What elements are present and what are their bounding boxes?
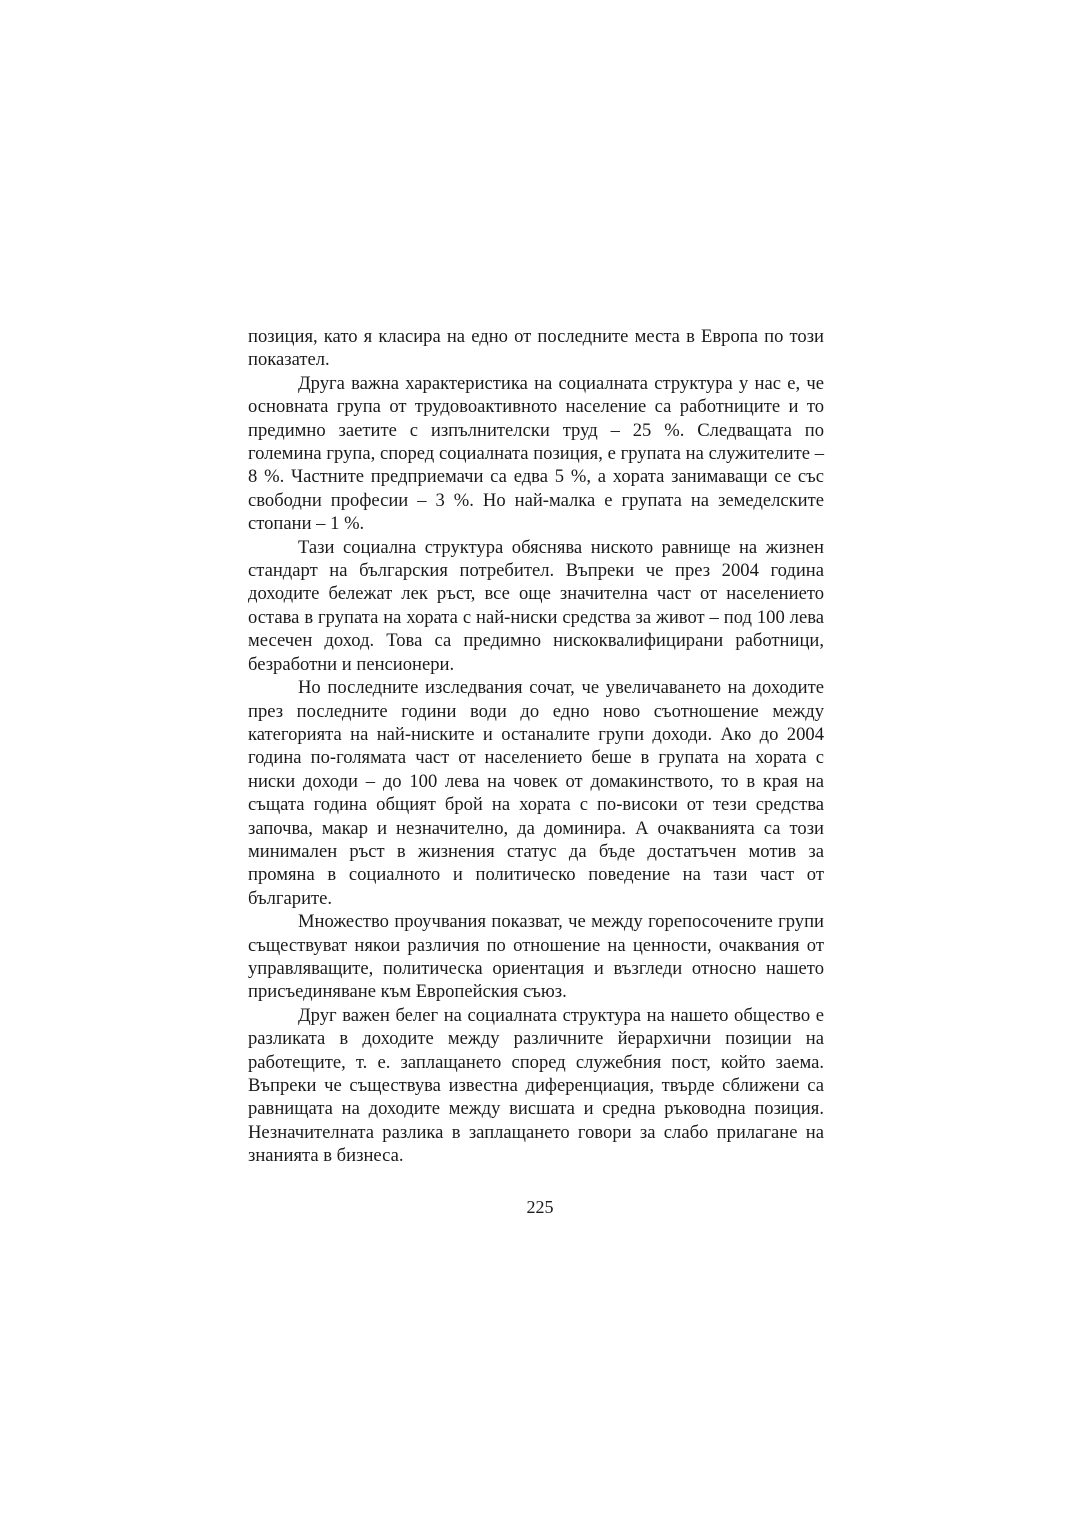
paragraph: Но последните изследвания сочат, че увеличаването на доходите през последните години води до едно ново съотношение между категорията на най-ниските и останалите групи доходи. Ако до 2004 година по-голямата част от населението беше в групата на хората с ниски доходи – до 100 лева на човек от домакинството, то в края на същата година общият брой на хората с по-високи от тези средства започва, макар и незначително, да доминира. А очакванията са този минимален ръст в жизнения статус да бъде достатъчен мотив за промяна в социалното и политическо поведение на тази част от българите. [248, 677, 824, 909]
paragraph: Множество проучвания показват, че между горепосочените групи съществуват някои различия по отношение на ценности, очаквания от управляващите, политическа ориентация и възгледи относно нашето присъединяване към Европейския съюз. [248, 911, 824, 1003]
page-number: 225 [526, 1197, 554, 1217]
paragraph: Друг важен белег на социалната структура на нашето общество е разликата в доходите между различните йерархични позиции на работещите, т. е. заплащането според служебния пост, който заема. Въпреки че съществува известна диференциация, твърде сближени са равнищата на доходите между висшата и средна ръководна позиция. Незначителната разлика в заплащането говори за слабо прилагане на знанията в бизнеса. [248, 1004, 824, 1167]
paragraph-continuation: позиция, като я класира на едно от последните места в Европа по този показател. [248, 326, 824, 371]
body-text [248, 325, 824, 1168]
paragraph: Друга важна характеристика на социалната структура у нас е, че основната група от трудовоактивното население са работниците и то предимно заетите с изпълнителски труд – 25 %. Следващата по големина група, според социалната позиция, е групата на служителите – 8 %. Частните предприемачи са едва 5 %, а хората занимаващи се със свободни професии – 3 %. Но най-малка е групата на земеделските стопани – 1 %. [248, 372, 824, 535]
paragraph: Тази социална структура обяснява ниското равнище на жизнен стандарт на българския потребител. Въпреки че през 2004 година доходите бележат лек ръст, все още значителна част от населението остава в групата на хората с най-ниски средства за живот – под 100 лева месечен доход. Това са предимно нискоквалифицирани работници, безработни и пенсионери. [248, 536, 824, 675]
